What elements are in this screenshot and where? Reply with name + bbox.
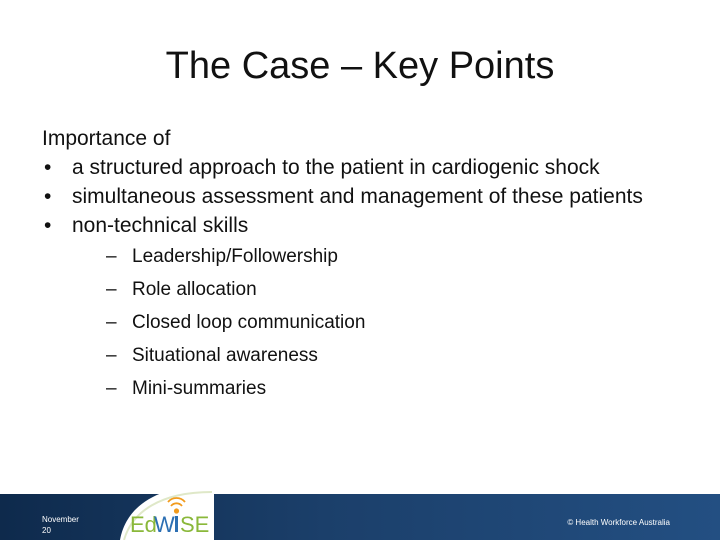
sub-bullet-text: Role allocation xyxy=(132,279,257,300)
bullet-mark: • xyxy=(44,156,52,179)
footer-bar xyxy=(0,494,720,540)
dash-mark: – xyxy=(106,378,117,399)
bullet-mark: • xyxy=(44,214,52,237)
bullet-text: non-technical skills xyxy=(72,214,249,237)
sub-bullet-text: Mini-summaries xyxy=(132,378,267,399)
footer-date-number: 20 xyxy=(42,526,51,535)
dash-mark: – xyxy=(106,246,117,267)
logo-i-dot-icon xyxy=(174,508,179,513)
logo-i-stem xyxy=(175,516,178,532)
sub-bullet-text: Leadership/Followership xyxy=(132,246,338,267)
copyright-text: © Health Workforce Australia xyxy=(567,518,670,527)
footer-date-month: November xyxy=(42,515,79,524)
logo-w-glyph: W xyxy=(154,512,175,537)
slide-body xyxy=(42,126,682,403)
sub-bullet-item xyxy=(106,374,682,403)
logo-text-right: SE xyxy=(180,512,210,537)
footer-date xyxy=(42,514,92,536)
sub-bullet-item xyxy=(106,308,682,337)
bullet-mark: • xyxy=(44,185,52,208)
bullet-list xyxy=(42,155,682,403)
dash-mark: – xyxy=(106,312,117,333)
bullet-text: a structured approach to the patient in cardiogenic shock xyxy=(72,156,600,179)
slide-title: The Case – Key Points xyxy=(165,45,555,87)
bullet-item xyxy=(42,184,682,209)
intro-text: Importance of xyxy=(42,127,171,150)
sub-bullet-text: Closed loop communication xyxy=(132,312,366,333)
dash-mark: – xyxy=(106,345,117,366)
bullet-item xyxy=(42,213,682,403)
bullet-item xyxy=(42,155,682,180)
sub-bullet-list xyxy=(72,242,682,403)
sub-bullet-item xyxy=(106,242,682,271)
sub-bullet-item xyxy=(106,341,682,370)
logo-text-left: Ed xyxy=(130,512,157,537)
bullet-text: simultaneous assessment and management of these patients xyxy=(72,185,643,208)
sub-bullet-text: Situational awareness xyxy=(132,345,318,366)
sub-bullet-item xyxy=(106,275,682,304)
dash-mark: – xyxy=(106,279,117,300)
edwise-logo xyxy=(118,466,218,540)
